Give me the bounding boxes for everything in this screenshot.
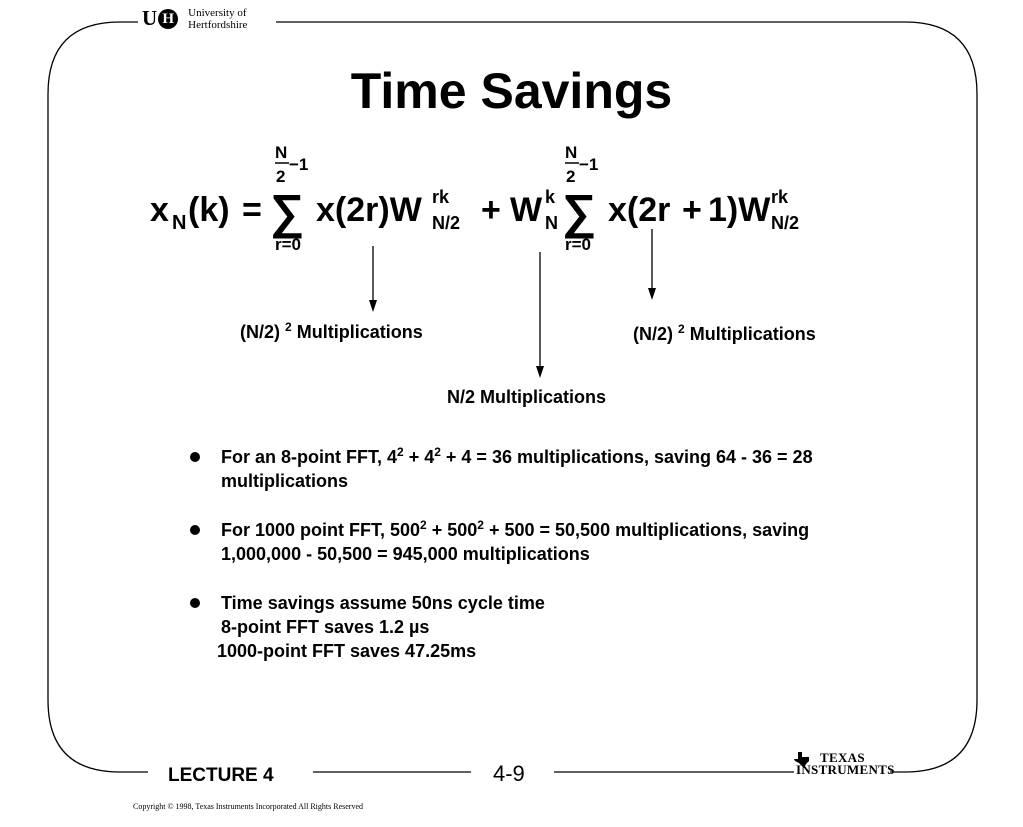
bullet2-line2: 1,000,000 - 50,500 = 945,000 multiplications xyxy=(221,544,590,564)
sum2-upper-den: 2 xyxy=(566,167,576,186)
bullet2-part-c: + 500 = 50,500 multiplications, saving xyxy=(483,520,810,540)
eq-term1: x(2r)W xyxy=(316,191,422,229)
bullet-dot-icon xyxy=(190,598,200,608)
middle-multiplications-label: N/2 Multiplications xyxy=(447,387,607,407)
bullet2-sup-b: 2 xyxy=(477,518,484,532)
university-name-line2: Hertfordshire xyxy=(188,18,248,31)
bullet-dot-icon xyxy=(190,525,200,535)
sum2-lower: r=0 xyxy=(565,235,591,254)
lecture-label: LECTURE 4 xyxy=(168,765,274,786)
right-multiplications-label xyxy=(633,322,816,345)
slide-title: Time Savings xyxy=(350,63,673,119)
university-name-line1: University of xyxy=(188,6,247,19)
bullet1-sup-a: 2 xyxy=(397,445,404,459)
bullet-item xyxy=(190,591,930,663)
eq-term2-plus: + xyxy=(682,191,702,229)
eq-lhs-sub: N xyxy=(172,212,187,234)
sum1-upper-den: 2 xyxy=(276,167,286,186)
bullet2-sup-a: 2 xyxy=(420,518,427,532)
copyright-notice: Copyright © 1998, Texas Instruments Incorporated All Rights Reserved xyxy=(133,802,364,811)
bullet2-part-b: + 500 xyxy=(426,520,478,540)
bullet1-part-b: + 4 xyxy=(403,447,435,467)
eq-term1-sup: rk xyxy=(432,187,450,207)
eq-equals: = xyxy=(242,191,262,229)
bullet-item xyxy=(190,518,930,566)
university-logo xyxy=(142,6,247,31)
bullet3-line2: 8-point FFT saves 1.2 µs xyxy=(221,617,430,637)
left-label-text: Multiplications xyxy=(296,322,423,342)
sum1-upper-num: N xyxy=(275,143,288,162)
eq-term2: x(2r xyxy=(608,191,671,229)
left-label-n2: (N/2) xyxy=(240,322,280,342)
bullet-item xyxy=(190,445,930,493)
bullet1-part-c: + 4 = 36 multiplications, saving 64 - 36 = 28 xyxy=(440,447,813,467)
right-label-exp: 2 xyxy=(678,322,685,336)
eq-lhs-x: x xyxy=(150,191,169,229)
bullet2-part-a: For 1000 point FFT, 500 xyxy=(221,520,421,540)
sum1-lower: r=0 xyxy=(275,235,301,254)
ti-line2: INSTRUMENTS xyxy=(796,762,895,777)
bullet-list xyxy=(190,445,930,688)
sum1-sigma: ∑ xyxy=(270,186,305,239)
uh-logo-mark: U H xyxy=(142,6,178,31)
eq-twiddle: W xyxy=(510,191,543,229)
eq-plus: + xyxy=(481,191,501,229)
right-label-n2: (N/2) xyxy=(633,324,673,344)
sum2-upper-tail: −1 xyxy=(579,155,599,174)
eq-term2-sub: N/2 xyxy=(771,213,800,233)
eq-term2-sup: rk xyxy=(771,187,789,207)
sum2-sigma: ∑ xyxy=(562,186,597,239)
bullet1-sup-b: 2 xyxy=(434,445,441,459)
page-number: 4-9 xyxy=(493,761,525,786)
right-label-text: Multiplications xyxy=(689,324,816,344)
eq-twiddle-sup: k xyxy=(545,187,556,207)
texas-instruments-logo xyxy=(794,752,895,776)
ti-line1: TEXAS xyxy=(820,750,865,765)
sum2-upper-num: N xyxy=(565,143,578,162)
bullet3-line3: 1000-point FFT saves 47.25ms xyxy=(217,641,477,661)
bullet1-line2: multiplications xyxy=(221,471,349,491)
bullet1-part-a: For an 8-point FFT, 4 xyxy=(221,447,397,467)
bullet-dot-icon xyxy=(190,452,200,462)
eq-term1-sub: N/2 xyxy=(432,213,461,233)
left-label-exp: 2 xyxy=(285,320,292,334)
eq-twiddle-sub: N xyxy=(545,213,558,233)
sum1-upper-tail: −1 xyxy=(289,155,309,174)
eq-lhs-arg: (k) xyxy=(188,191,230,229)
eq-term2-tail: 1)W xyxy=(708,191,771,229)
left-multiplications-label xyxy=(240,320,423,343)
bullet3-line1: Time savings assume 50ns cycle time xyxy=(221,593,545,613)
